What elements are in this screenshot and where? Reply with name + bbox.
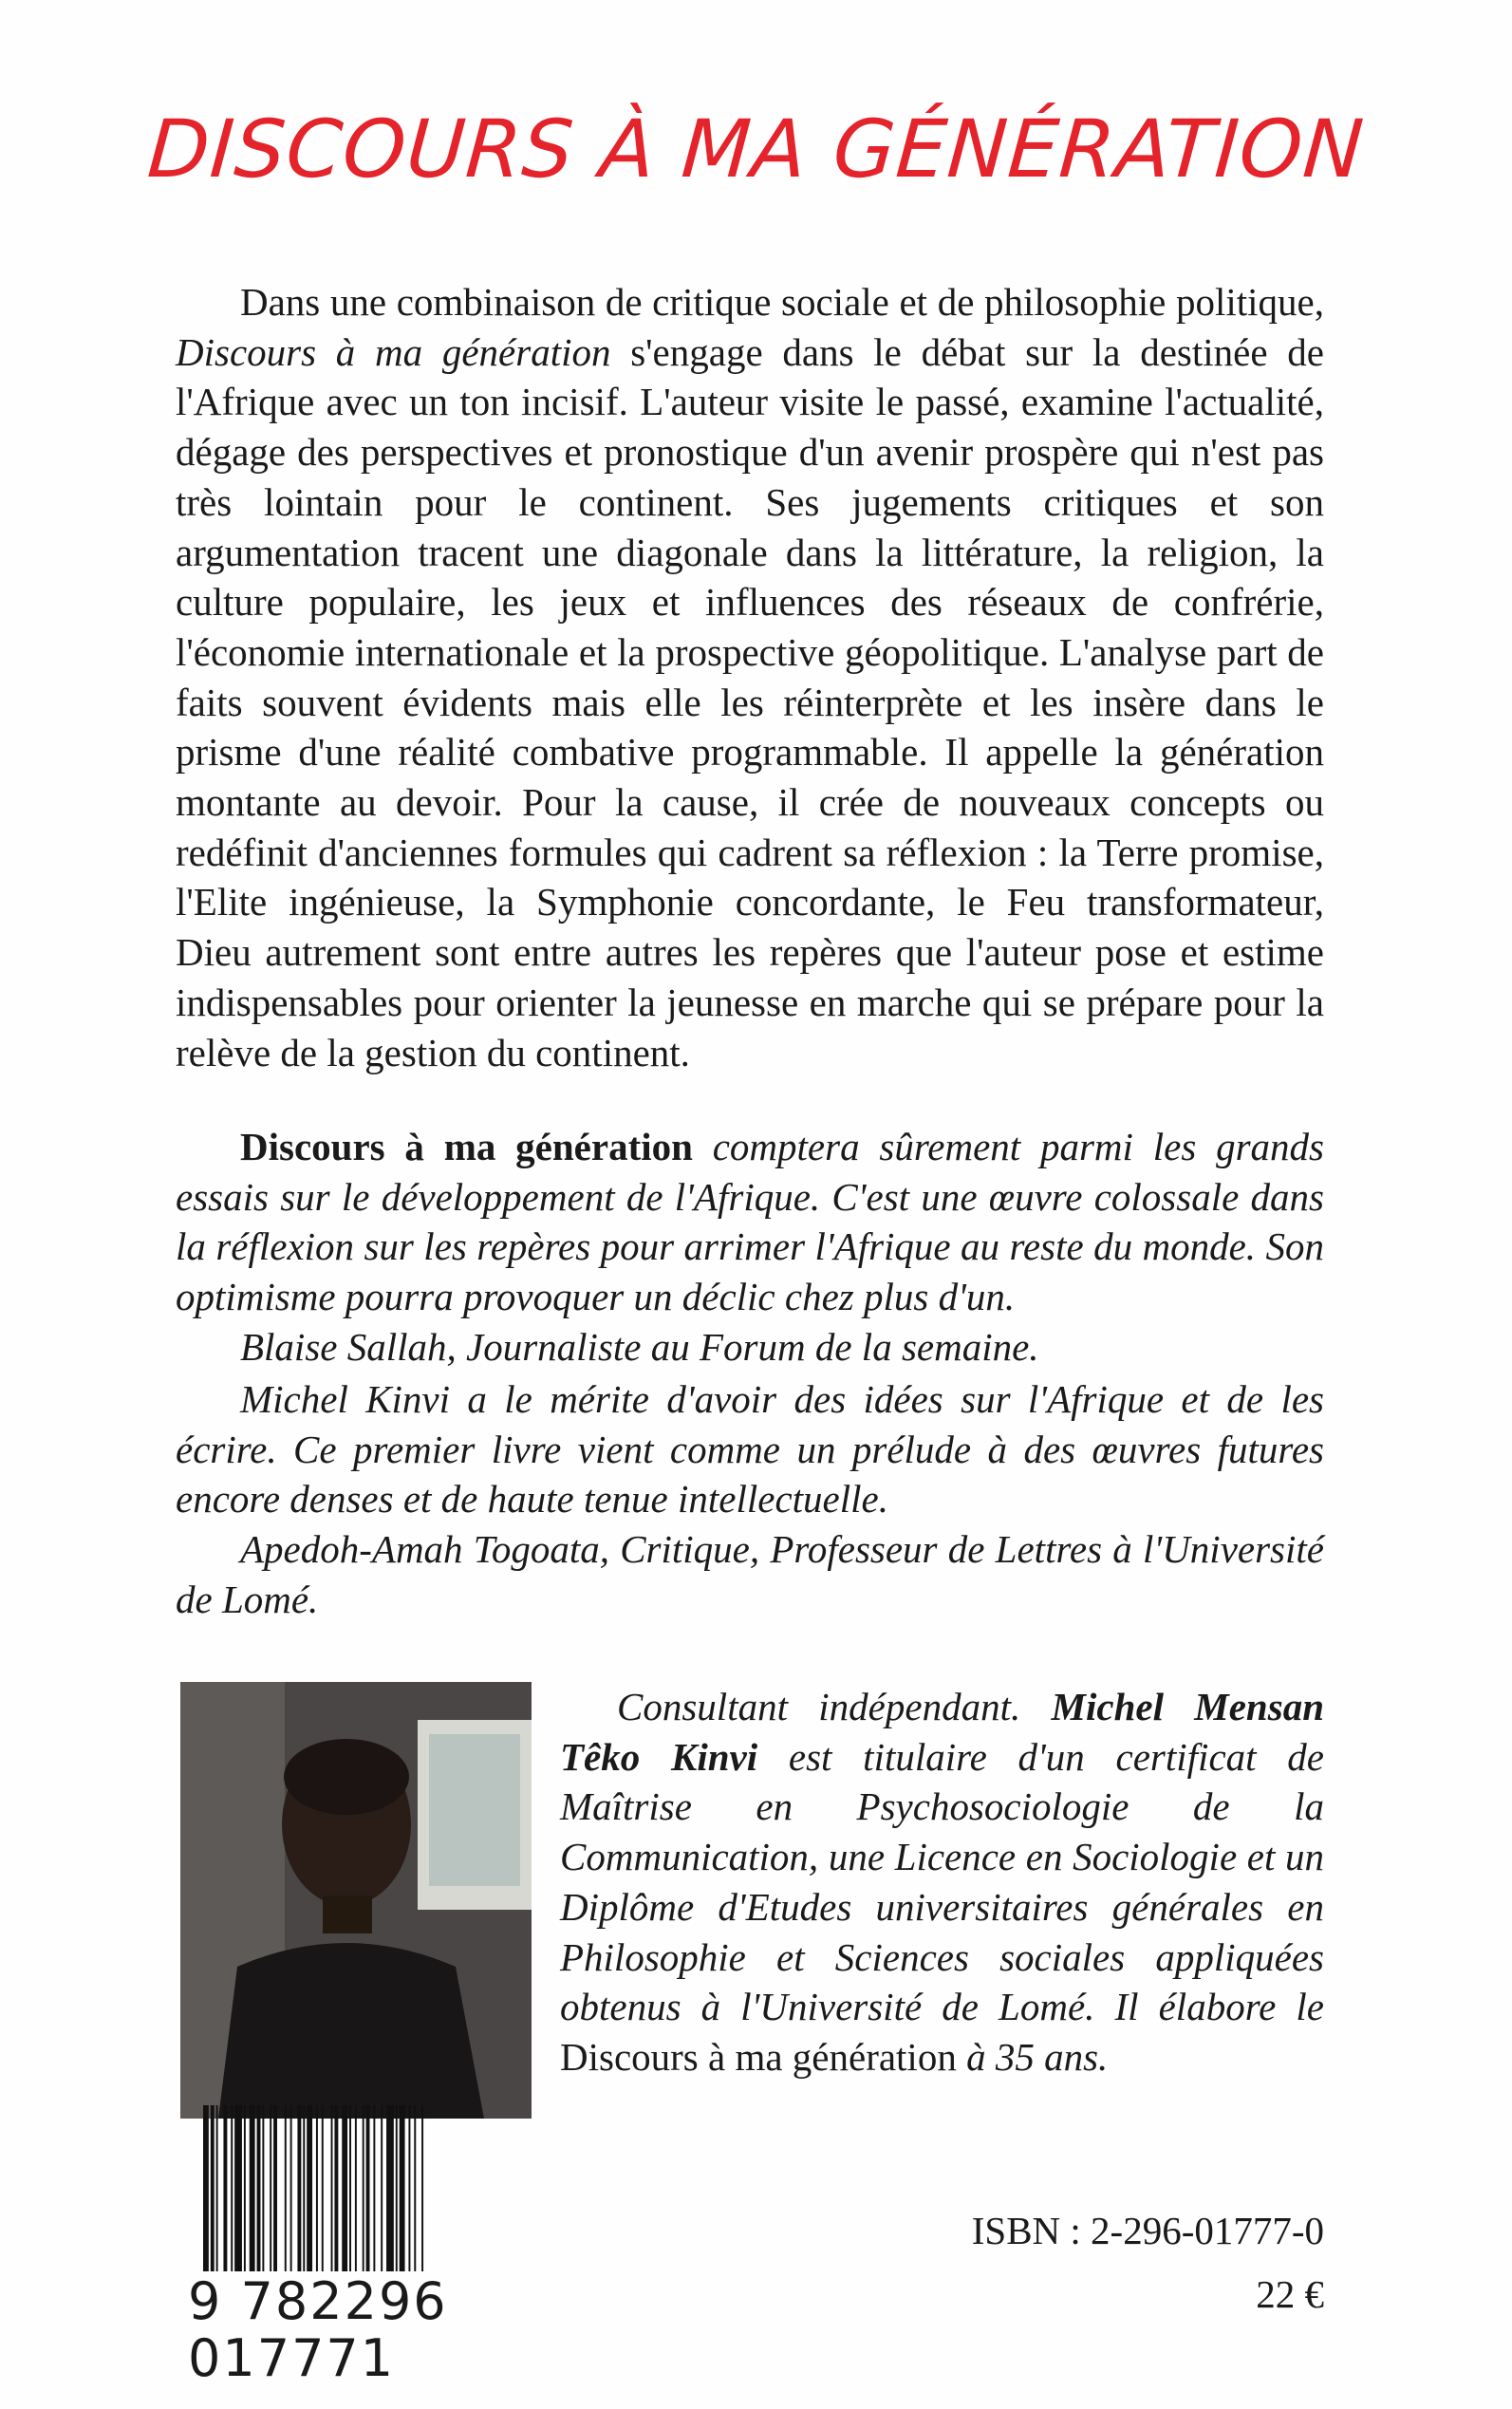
review-quote-1 [176,1122,1324,1373]
isbn-barcode [199,2105,598,2271]
author-bio-lead: Consultant indépendant. [617,1685,1052,1728]
author-portrait-image [180,1682,532,2119]
review-quote-1-body: comptera sûrement parmi les grands essais sur le développement de l'Afrique. C'est une œuvre colossale dans la réflexion sur les repères pour arrimer l'Afrique au reste du monde. Son optimisme pourra provoquer un déclic chez plus d'un. [176,1125,1324,1319]
price: 22 € [1256,2272,1324,2316]
author-bio-body: est titulaire d'un certificat de Maîtrise en Psychosociologie de la Communication, une Licence en Sociologie et un Diplôme d'Etudes universitaires générales en Philosophie et Sciences sociales appliquées obtenus à l'Université de Lomé. Il élabore le [560,1734,1324,2029]
review-quote-2 [176,1374,1324,1625]
summary-text-end: s'engage dans le débat sur la destinée de l'Afrique avec un ton incisif. L'auteur visite le passé, examine l'actualité, dégage des perspectives et pronostique d'un avenir prospère qui n'est pas très lointain pour le continent. Ses jugements critiques et son argumentation tracent une diagonale dans la littérature, la religion, la culture populaire, les jeux et influences des réseaux de confrérie, l'économie internationale et la prospective géopolitique. L'analyse part de faits souvent évidents mais elle les réinterprète et les insère dans le prisme d'une réalité combative programmable. Il appelle la génération montante au devoir. Pour la cause, il crée de nouveaux concepts ou redéfinit d'anciennes formules qui cadrent sa réflexion : la Terre promise, l'Elite ingénieuse, la Symphonie concordante, le Feu transformateur, Dieu autrement sont entre autres les repères que l'auteur pose et estime indispensables pour orienter la jeunesse en marche qui se prépare pour la relève de la gestion du continent. [176,329,1324,1074]
review-quote-1-text [176,1122,1324,1322]
review-quote-1-book-title: Discours à ma génération [240,1125,693,1168]
book-title: DISCOURS À MA GÉNÉRATION [144,103,1368,196]
summary-book-title: Discours à ma génération [176,329,611,374]
author-biography [560,1682,1324,2082]
author-bio-age: à 35 ans. [956,2034,1109,2079]
author-photo [180,1682,532,2119]
author-name: Michel Mensan Têko Kinvi [560,1685,1324,1779]
summary-paragraph [176,277,1324,1077]
summary-text-start: Dans une combinaison de critique sociale et de philosophie politique, [240,280,1324,324]
author-bio-book-title: Discours à ma génération [560,2034,957,2079]
review-quote-1-attribution: Blaise Sallah, Journaliste au Forum de la semaine. [240,1324,1039,1369]
barcode-digits: 9 782296 017771 [188,2271,448,2388]
review-quote-2-attribution: Apedoh-Amah Togoata, Critique, Professeur de Lettres à l'Université de Lomé. [176,1527,1324,1621]
review-quote-2-text: Michel Kinvi a le mérite d'avoir des idées sur l'Afrique et de les écrire. Ce premier livre vient comme un prélude à des œuvres futures encore denses et de haute tenue intellectuelle. [176,1377,1324,1522]
isbn-number: ISBN : 2-296-01777-0 [971,2209,1324,2252]
